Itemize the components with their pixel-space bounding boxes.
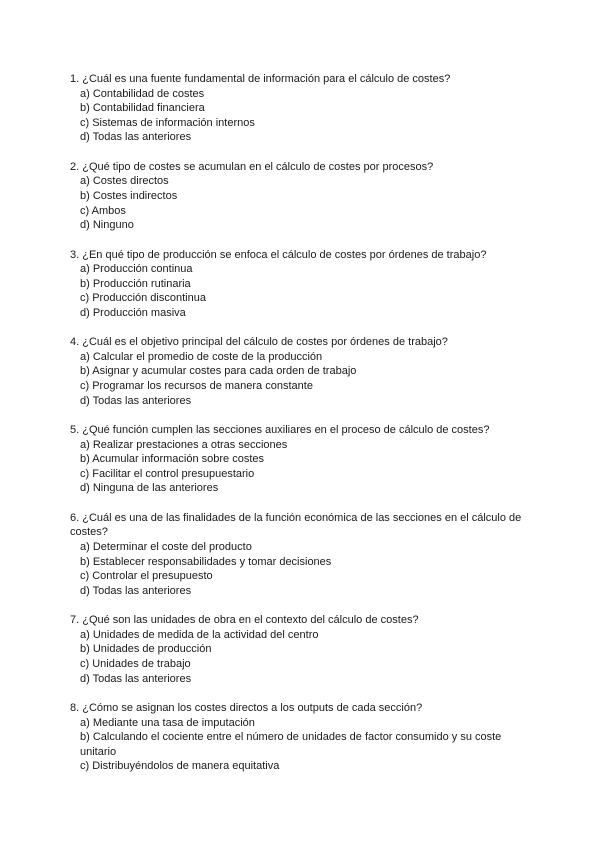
option-a: a) Realizar prestaciones a otras secciones — [80, 438, 288, 451]
option-list — [70, 716, 532, 774]
option-list — [70, 350, 532, 408]
question-6 — [70, 511, 532, 599]
option-a: a) Determinar el coste del producto — [80, 541, 252, 554]
option-c: c) Distribuyéndolos de manera equitativa — [80, 760, 280, 773]
option-b: b) Unidades de producción — [80, 643, 212, 656]
option-b: b) Asignar y acumular costes para cada orden de trabajo — [80, 365, 357, 378]
question-text: 6. ¿Cuál es una de las finalidades de la función económica de las secciones en el cálculo de costes? — [70, 511, 522, 539]
option-c: c) Facilitar el control presupuestario — [80, 467, 255, 480]
option-list — [70, 174, 532, 232]
option-a: a) Producción continua — [80, 263, 193, 276]
question-text: 8. ¿Cómo se asignan los costes directos a los outputs de cada sección? — [70, 701, 423, 714]
question-text: 2. ¿Qué tipo de costes se acumulan en el cálculo de costes por procesos? — [70, 160, 434, 173]
option-b: b) Acumular información sobre costes — [80, 453, 265, 466]
option-list — [70, 438, 532, 496]
option-list — [70, 87, 532, 145]
option-b: b) Costes indirectos — [80, 189, 178, 202]
question-text: 3. ¿En qué tipo de producción se enfoca el cálculo de costes por órdenes de trabajo? — [70, 248, 487, 261]
option-d: d) Ninguno — [80, 219, 134, 232]
option-b: b) Producción rutinaria — [80, 277, 191, 290]
option-a: a) Mediante una tasa de imputación — [80, 716, 255, 729]
option-list — [70, 628, 532, 686]
option-b: b) Contabilidad financiera — [80, 102, 205, 115]
option-d: d) Todas las anteriores — [80, 131, 192, 144]
questionnaire — [70, 72, 532, 789]
question-text: 1. ¿Cuál es una fuente fundamental de información para el cálculo de costes? — [70, 73, 451, 85]
option-b: b) Establecer responsabilidades y tomar decisiones — [80, 555, 332, 568]
option-c: c) Controlar el presupuesto — [80, 570, 213, 583]
option-list — [70, 262, 532, 320]
option-d: d) Ninguna de las anteriores — [80, 482, 219, 495]
question-3 — [70, 248, 532, 321]
question-text: 7. ¿Qué son las unidades de obra en el contexto del cálculo de costes? — [70, 614, 419, 627]
option-c: c) Programar los recursos de manera constante — [80, 380, 313, 393]
option-a: a) Unidades de medida de la actividad del centro — [80, 628, 319, 641]
option-c: c) Producción discontinua — [80, 292, 206, 305]
question-7 — [70, 613, 532, 686]
option-d: d) Todas las anteriores — [80, 394, 192, 407]
option-d: d) Producción masiva — [80, 306, 186, 319]
option-a: a) Contabilidad de costes — [80, 87, 205, 100]
question-2 — [70, 160, 532, 233]
option-list — [70, 540, 532, 598]
option-a: a) Calcular el promedio de coste de la producción — [80, 350, 323, 363]
option-d: d) Todas las anteriores — [80, 584, 192, 597]
option-b: b) Calculando el cociente entre el número de unidades de factor consumido y su coste unitario — [80, 731, 502, 758]
option-d: d) Todas las anteriores — [80, 672, 192, 685]
option-c: c) Unidades de trabajo — [80, 657, 191, 670]
question-text: 4. ¿Cuál es el objetivo principal del cálculo de costes por órdenes de trabajo? — [70, 336, 448, 349]
option-c: c) Ambos — [80, 204, 126, 217]
option-a: a) Costes directos — [80, 175, 169, 188]
question-4 — [70, 335, 532, 408]
question-1 — [70, 72, 532, 145]
question-text: 5. ¿Qué función cumplen las secciones auxiliares en el proceso de cálculo de costes? — [70, 424, 490, 437]
option-c: c) Sistemas de información internos — [80, 116, 255, 129]
question-8 — [70, 701, 532, 774]
question-5 — [70, 423, 532, 496]
